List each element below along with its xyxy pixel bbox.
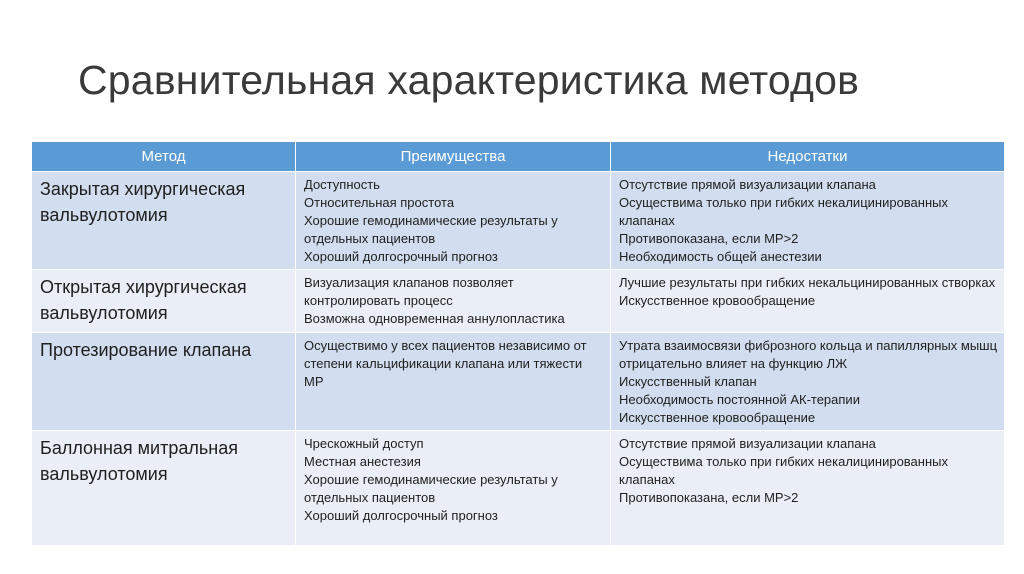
list-item: Отсутствие прямой визуализации клапана bbox=[619, 436, 876, 451]
advantages-cell bbox=[296, 431, 611, 546]
column-header-method: Метод bbox=[32, 142, 296, 172]
disadvantages-cell bbox=[611, 431, 1005, 546]
table-row bbox=[32, 270, 1005, 333]
list-item: Визуализация клапанов позволяет контролировать процесс bbox=[304, 275, 514, 308]
table-row bbox=[32, 333, 1005, 431]
list-item: Искусственное кровообращение bbox=[619, 410, 816, 425]
method-cell bbox=[32, 270, 296, 333]
list-item: Хороший долгосрочный прогноз bbox=[304, 249, 498, 264]
list-item: Осуществима только при гибких некалицинированных клапанах bbox=[619, 454, 948, 487]
disadvantages-list bbox=[611, 333, 1004, 427]
list-item: Отсутствие прямой визуализации клапана bbox=[619, 177, 876, 192]
advantages-list bbox=[296, 270, 610, 328]
column-header-disadvantages: Недостатки bbox=[611, 142, 1005, 172]
list-item: Осуществима только при гибких некалицинированных клапанах bbox=[619, 195, 948, 228]
method-cell bbox=[32, 333, 296, 431]
method-name: Закрытая хирургическая вальвулотомия bbox=[40, 179, 246, 225]
disadvantages-cell bbox=[611, 172, 1005, 270]
advantages-cell bbox=[296, 333, 611, 431]
disadvantages-list bbox=[611, 431, 1004, 507]
disadvantages-cell bbox=[611, 270, 1005, 333]
list-item: Осуществимо у всех пациентов независимо от степени кальцификации клапана или тяжести МР bbox=[304, 338, 587, 389]
list-item: Хорошие гемодинамические результаты у отдельных пациентов bbox=[304, 213, 558, 246]
advantages-cell bbox=[296, 270, 611, 333]
list-item: Местная анестезия bbox=[304, 454, 421, 469]
method-cell bbox=[32, 431, 296, 546]
method-name: Открытая хирургическая вальвулотомия bbox=[40, 277, 247, 323]
column-header-advantages: Преимущества bbox=[296, 142, 611, 172]
list-item: Доступность bbox=[304, 177, 380, 192]
method-cell bbox=[32, 172, 296, 270]
comparison-table bbox=[31, 141, 1005, 546]
list-item: Хороший долгосрочный прогноз bbox=[304, 508, 498, 523]
advantages-list bbox=[296, 333, 610, 391]
list-item: Искусственное кровообращение bbox=[619, 293, 816, 308]
list-item: Противопоказана, если МР>2 bbox=[619, 231, 799, 246]
list-item: Относительная простота bbox=[304, 195, 455, 210]
disadvantages-list bbox=[611, 172, 1004, 266]
list-item: Искусственный клапан bbox=[619, 374, 757, 389]
list-item: Необходимость общей анестезии bbox=[619, 249, 822, 264]
list-item: Противопоказана, если МР>2 bbox=[619, 490, 799, 505]
list-item: Утрата взаимосвязи фиброзного кольца и папиллярных мышц отрицательно влияет на функцию ЛЖ bbox=[619, 338, 998, 371]
advantages-list bbox=[296, 431, 610, 525]
list-item: Чрескожный доступ bbox=[304, 436, 424, 451]
advantages-list bbox=[296, 172, 610, 266]
advantages-cell bbox=[296, 172, 611, 270]
method-name: Баллонная митральная вальвулотомия bbox=[40, 438, 238, 484]
table-header-row bbox=[32, 142, 1005, 172]
list-item: Хорошие гемодинамические результаты у отдельных пациентов bbox=[304, 472, 558, 505]
list-item: Возможна одновременная аннулопластика bbox=[304, 311, 565, 326]
method-name: Протезирование клапана bbox=[40, 340, 252, 360]
table-row bbox=[32, 172, 1005, 270]
disadvantages-list bbox=[611, 270, 1004, 310]
disadvantages-cell bbox=[611, 333, 1005, 431]
page-title: Сравнительная характеристика методов bbox=[78, 57, 860, 103]
list-item: Лучшие результаты при гибких некальцинированных створках bbox=[619, 275, 996, 290]
table-row bbox=[32, 431, 1005, 546]
list-item: Необходимость постоянной АК-терапии bbox=[619, 392, 860, 407]
